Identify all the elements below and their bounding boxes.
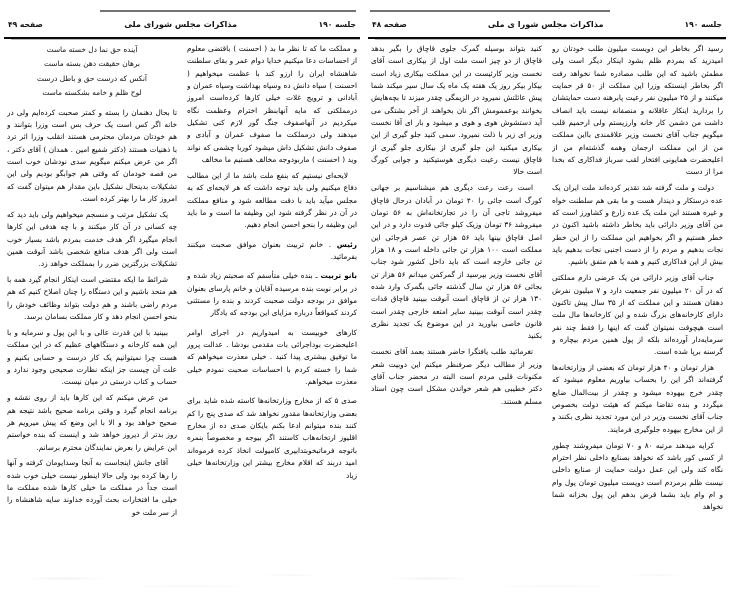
column-page-48-outer [371, 43, 542, 563]
speaker-name: رئیس [336, 239, 357, 249]
header-rule [4, 37, 360, 39]
header-session-number: جلسه ۱۹۰ [684, 20, 722, 29]
paragraph: یک تشکیل مرتب و منسجم میخواهیم ولی باید دید که چه کسانی در آن کار میکنند و با چه هدفی این کارها انجام میگیرد اگر هدف خدمت بمردم باشد بسیار خوب است ولی اگر هدف منافع شخصی باشد آنوقت همین تشکیلات بزرگترین ضرر را بمملکت خواهد زد. [7, 209, 177, 269]
body-columns-page-48 [364, 43, 730, 563]
header-page-number: صفحه ۴۸ [372, 20, 407, 29]
paragraph-text: رئیس . خانم تربیت بعنوان موافق صحبت میکنند بفرمائید. [187, 239, 357, 261]
page-48 [364, 0, 730, 599]
paragraph-text: بانو تربیت ـ بنده خیلی متأسفم که صحبتم زیاد شده و در برابر نوبت بنده مرسیده آقایان و خانم پارسای بعنوان موافق در بودجه دولت صحبت کردند و بنده را مستثنی کردند کمواقعاً درباره مزایای این بودجه که یادگار [187, 271, 357, 318]
paragraph: رسید اگر بخاطر این دویست میلیون طلب خودتان رو امیدزید که بمردم ظلم بشود اینکار دیگر است ولی مطمئن باشید که این طلب مصادره شما نخواهد رفت اگر بخاطر اینستکه وزرا این مملکت از ۵۰ قر حمایت میکنند و از ۲۵ میلیون نفر رعیت پابرهنه دست حمایتشان را بردارید اینکار عاقلانه و منصفانه نیست باید انصاف داشت من دشمن کار خانه وارزیستم ولی ارحمیم قلب میگویم جناب آقای نخست وزیر علاقمندی بااین مملکت من از این مملکت ارجمان وهمه گذشته‌ام من از اعلیحضرت همایونی افتخار لقب سرباز فداکاری که بخدا مرا از دست [552, 44, 723, 177]
verse-line: لوح ظلم و خامه بشکسته ماست [42, 88, 142, 98]
scan-artifact-top [100, 10, 356, 12]
paragraph: است رعت رعت دیگری هم میشناسیم بر جهانی کورگ است جائی را ۴۰ تومان در آبادان درحال قاچاق میفروشد تاجی آن را در تجارتخانه‌اش به ۵۶ تومان میفروشد ۳۶ تومان وزیک کیلو جائی قدوت دارد و در این اصل قاچاق بینها باید ۵۶ هزار تن عصر فرجائی این مملکت است ۱۰۰ هزار تن جائی داخله است و ۱۸ هزار تن جائی خارجه است که باید داخل کشور شود جناب آقای نخست وزیر بپرسید از گمرکمن میدانم ۵۶ هزار تن بجائی ۵۶ هزار تن سال گذشته جائی بگمرک وارد شده ۱۳۰ هزار تن از قاچاق است آنوقت ببینید قاچاق قدات چقدر است آنوقت ببینید سایر امتعه خارجی چقدر است قانون خاصی بیاورید در این موضوع یک تجدید نظری بکنید [371, 183, 542, 341]
speaker-paragraph-banou-tarbiat [187, 270, 357, 319]
body-columns-page-49 [0, 43, 364, 563]
speaker-name: بانو تربیت [320, 271, 357, 281]
paragraph: شرائط ما ایکه مقتضی است اینکار انجام گیرد همه با هم متحد باشیم و این دستگاه را چنان اصلاح کنیم که هم مردم راضی باشند و هم دولت بتواند وظائف خودش را بنحو احسن انجام دهد و کار مملکت بسامان برسد. [7, 275, 177, 322]
header-session-number: جلسه ۱۹۰ [318, 20, 356, 29]
paragraph: تا بحال دهنمان را بسته و کمتر صحبت کرده‌ایم ولی در خانه اگر کس است یک حرف بس است وزرا بتوانند و هم خودتان مردمان محترمی هستند انقلب وزرا اثر ترد با ذهنیات هستند (دکتر شفیع امین . همدان ) آقای دکتر ، اگر من عرض میکنم میگویم سدی نودشان خوب است من قصه خودمان که وقتی هم جوابگو بودیم ولی این تشکیلات بدینحال نشکیل باین مقدار هم میتوان گفت که امروز کار ما را بهتر کرده است. [7, 107, 177, 204]
verse-line: برهان حقیقت دهن بسته ماست [44, 59, 140, 69]
paragraph: کارهای خوبیست به امیدواریم در اجرای اوامر اعلیحضرت بوداجرائی بات مقدمی بودشا . عدالت پرور ما توفیق بیشتری پیدا کنید . خیلی معذرت میخواهم که شما را خسته کردم با احساسات صحبت نمودم خیلی معذرت میخواهم. [187, 327, 357, 387]
paragraph: کرایه میدهند مرتبه ۸۰ و ۷۰ تومان میفروشند چطور از کسی کور باشد که نخواهد بصنایع داخلی نظر احترام نگاه کند ولی این عمل دولت حمایت از صنایع داخلی نیست ظلم برمردم است دویست میلیون تومان پول وام و ام وام باید بشما قرض بدهم این پول بخزانه شما نخواهد [552, 440, 723, 512]
paragraph: تغرمائید طلب یافتگرا حاضر هستند بعمد آقای نخست وزیر از مطالب دیگر صرفنظر میکنم این دوبیت شعر مکنونات قلبی مردم است البته در محضر جناب آقای دکتر خطیبی هم شعر خواندن مشکل است چون استاد مسلم هستند. [371, 347, 542, 406]
paragraph: ببینید با این قدرت عالی و با این پول و سرمایه و با این همه کارخانه و دستگاههای عظیم که در این مملکت هست چرا نمیتوانیم یک کار درست و حسابی بکنیم و علت آن چیست جز اینکه نظارت صحیحی وجود ندارد و حساب و کتاب درستی در میان نیست. [7, 327, 177, 387]
verse-line: آنکس که درست حق و باطل درست [37, 73, 147, 83]
page-49 [0, 0, 364, 599]
paragraph: آقای جانش اینجاست به آنجا وسدایومان کرفته و آنها را رها کرده بود ولی حالا اینطور نیست خیلی خوب شده است جداً در مملکت ما خیلی کارها شده مملکت ما خیلی ما افتخارات بحث آورده خداوند سایه شاهنشاه را از سر ملت خو [7, 458, 177, 517]
speaker-paragraph-chairman [187, 239, 357, 264]
column-page-48-inner [552, 43, 723, 563]
verse-block [7, 43, 177, 101]
paragraph: صدی ۵ که از مخارج وزارتخانه‌ها کاسته شده شاید برای بعضی وزارتخانه‌ها مقدور نخواهد شد که صدی پنج را کم کنند بنده میتوانم ادعا بکنم بایکان صدی ده از مخارج اقلیوز ارتخانه‌هاب کاستند اگر بیوجه و مخصوصاً بنمره باتوجه فرماتبخوبتدابیری کامیولت انخاذ کرده فرموه‌اند امید دربند که اقلام مخارج بیشتر این وزارتخانه‌ها خیلی زیاد [187, 396, 357, 480]
column-page-49-inner [7, 43, 177, 563]
running-header-page-49 [0, 19, 364, 29]
header-page-number: صفحه ۴۹ [8, 20, 43, 29]
paragraph: هزار تومان و ۴۰ هزار تومان که بعضی از وزارتخانه‌ها گرفته‌اند اگر این را بحساب بیاوریم معلوم میشود که چقدر خرج بیهوده میشود و چقدر از بیت‌المال ضایع میگردد و بنده تقاضا میکنم که هیئت دولت بخصوص جناب آقای نخست وزیر در این مورد تجدید نظری بکنند و از این مخارج بیهوده جلوگیری فرمایند. [552, 363, 723, 434]
header-rule [368, 37, 726, 39]
paragraph: جناب آقای وزیر دارائی من یک عرضی دارم مملکتی که در آن ۲۰ میلیون نفر جمعیت دارد و ۷ میلیون نفرش دهقان هستند و این مملکت که از ۳۵ سال پیش تاکنون دارای کارخانه‌های بزرگ شده و این کارخانه‌ها مال ملت است هیچوقت نمیتوان گفت که اینها را فقط چند نفر سرمایه‌دار آورده‌اند بلکه از پول همین مردم بیچاره و گرسنه برپا شده است. [552, 273, 723, 357]
running-header-page-48 [364, 19, 730, 29]
scan-noise-footer [0, 565, 364, 599]
paragraph: و مملکت ما که تا نظر ما بد ( احسنت ) باقتضی معلوم از احساسات دعا میکنیم خدایا دوام عمر و بقای سلطنت شاهنشاه ایران را ارزو کند با عظمت میخواهیم ( احسنت ) سپاه دانش ده وسپاه بهداشت وسپاه عمران و آبادانی و ترویج غلات خیلی کارها کرده‌است امروز درمملکتی که مایه آنهابنظر اخترام وعظمت نگاه میکردیم در آنهاصفوف جنگ گور لازم کنی تشکیل میدهند ولی درمملکت ما صفوف عمران و آبادی و صفوف دانش تشکیل داش میشود کوربا چشمی که نواند وید ( احسنت ) ماربودوجه مخالف هستیم ما مخالف [187, 44, 357, 165]
verse-line: آینده حق نما دل خسته ماست [46, 45, 138, 54]
column-page-49-outer [187, 43, 357, 563]
header-document-title: مذاکرات مجلس شورا ی ملی [487, 19, 604, 29]
paragraph: دولت و ملت گرفته شد تقدیر کرده‌اند ملت ایران یک عده درستکار و دیندار هست و ما بقی هم سلطنت خواه و غیره هستند این ملت یک عده زارع و کشاورز است که من آقای وزیر دارائی باید بخاطر داشته باشید اکنون در خطر هستیم و اگر بخواهیم این مملکت را از این خطر نجات بدهیم و مردم را از دست اجنبی نجات بدهیم باید بیش از این فداکاری کنیم و همه با هم متفق باشیم. [552, 183, 723, 267]
paragraph: لایحه‌ای نیستیم که بنفع ملت باشد ما از این مطالب دفاع میکنیم ولی باید توجه داشت که هر لایحه‌ای که به مجلس میآید باید با دقت مطالعه شود و منافع مملکت در آن در نظر گرفته شود این وظیفه ما است و ما باید این وظیفه را بنحو احسن انجام دهیم. [187, 170, 357, 230]
scan-noise-footer [364, 565, 730, 599]
scan-artifact-top [370, 10, 610, 12]
header-document-title: مذاکرات مجلس شورای ملی [124, 19, 238, 29]
paragraph: من عرض میکنم که این کارها باید از روی نقشه و برنامه انجام گیرد و وقتی برنامه صحیح باشد نتیجه هم صحیح خواهد بود و الا با این وضع که پیش میرویم هر روز بدتر از دیروز خواهد شد و اینست که بنده خواستم این عرایض را بعرض نمایندگان محترم برسانم. [7, 393, 177, 452]
paragraph: کنید بتواند بوسیله گمرک جلوی قاچاق را بگیر بدهد قاچاق از دو چیز است ملت اول از بیکاری است آقای نخست وزیر کارئیست در این مملکت بیکاری زیاد است بیکار بیکر روز یک هفته یک ماه یک سال سیر میکند شما پیش عائلتش نمیرود در الزیمگی چقدر میزند تا بچه‌هایش بخوانند بوعممومش اگر نان بخواهند از آخر بشتگی می آید دستشوش هوی و هوی و میشود و بار ای آقا نخست وزیر ای زیر با ذلت نمیرود. سمی کنید جلو گیری از این بیکاری میکنید این جلو گیری از بیکاری جلو گیری از قاچاق نیست رعیت دیگری هوستیکنید و جوابی کورگ است حالا [371, 44, 542, 177]
